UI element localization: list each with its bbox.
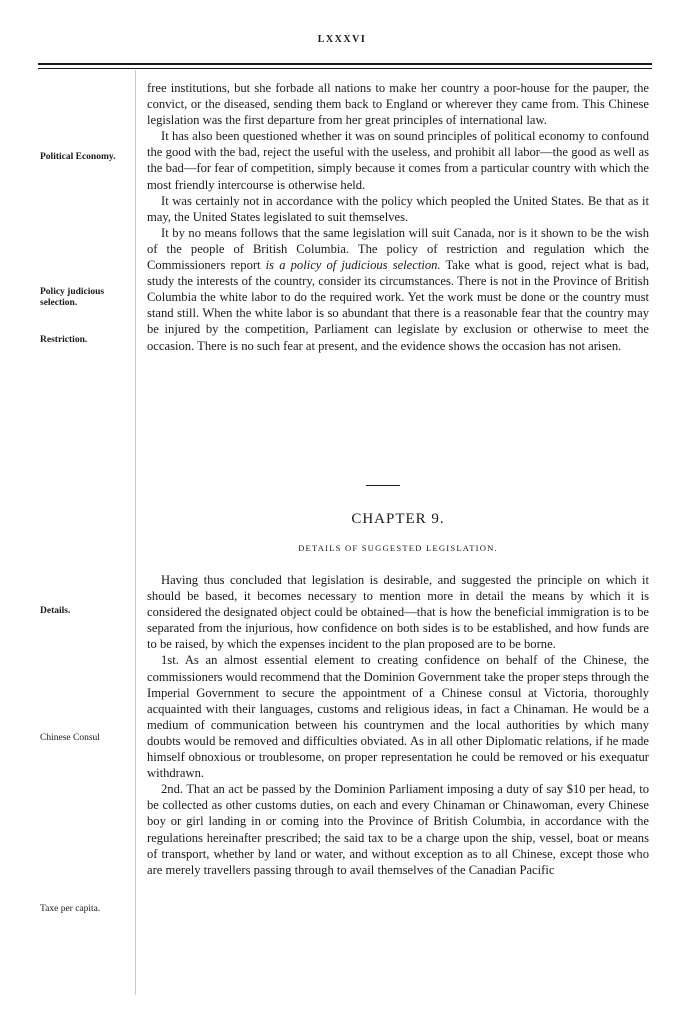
section-2-text: [147, 572, 649, 878]
margin-note-political-economy: Political Economy.: [40, 152, 116, 162]
text-run: It by no means follows that the same legislation will suit Canada, nor is it shown to be the wish of the people of British Columbia. The policy of restriction and regulation which the Commissioners report: [147, 225, 649, 273]
margin-divider: [135, 70, 136, 995]
paragraph: Having thus concluded that legislation is desirable, and suggested the principle on which it should be based, it becomes necessary to mention more in detail the means by which it is considered the designated object could be obtained—that is how the beneficial immigration is to be separated from the injurious, how confidence on both sides is to be established, and how funds are to be raised, by which the expenses incident to the plan proposed are to be borne.: [147, 573, 649, 652]
chapter-title: CHAPTER 9.: [351, 511, 445, 527]
margin-note-restriction: Restriction.: [40, 335, 88, 345]
paragraph: [147, 225, 649, 354]
section-divider: [366, 485, 400, 486]
margin-note-policy-judicious: Policy judicious selection.: [40, 287, 105, 308]
paragraph: It has also been questioned whether it was on sound principles of political economy to confound the good with the bad, reject the useful with the useless, and prohibit all labor—the good as well as the bad—for fear of competition, simply because it comes from a particular country with which the most friendly intercourse is otherwise held.: [147, 129, 649, 192]
paragraph: 2nd. That an act be passed by the Dominion Parliament imposing a duty of say $10 per head, to be collected as other customs duties, on each and every Chinaman or Chinawoman, every Chinese boy or girl landing in or coming into the Province of British Columbia, in accordance with the regulations hereinafter prescribed; the said tax to be a charge upon the ship, vessel, boat or means of transport, whether by land or water, and without exception as to all Chinese, except those who are merely travellers passing through to avail themselves of the Canadian Pacific: [147, 782, 649, 877]
emphasis-text: is a policy of judicious selection.: [265, 258, 441, 273]
header-rule-thin: [38, 68, 652, 69]
text-run: Take what is good, reject what is bad, study the interests of the country, consider its circumstances. There is not in the Province of British Columbia the white labor to do the required work. Yet the work must be done or the country must stand still. When the white labor is so abundant that there is a reasonable fear that the country may be injured by the competition, Parliament can legislate by exclusion or otherwise to meet the occasion. There is no such fear at present, and the evidence shows the occasion has not arisen.: [147, 258, 649, 353]
margin-note-chinese-consul: Chinese Consul: [40, 733, 100, 743]
paragraph: 1st. As an almost essential element to creating confidence on behalf of the Chinese, the commissioners would recommend that the Dominion Government take the proper steps through the Imperial Government to secure the appointment of a Chinese consul at Victoria, thoroughly acquainted with their languages, customs and religious ideas, in fact a Chinaman. He would be a medium of communication between his countrymen and the local authorities by which many doubts would be removed and difficulties obviated. As in all other Diplomatic relations, if he made himself obnoxious or troublesome, on proper representation he could be removed or his exequatur withdrawn.: [147, 653, 649, 781]
margin-note-details: Details.: [40, 606, 71, 616]
paragraph: free institutions, but she forbade all nations to make her country a poor-house for the pauper, the convict, or the diseased, sending them back to England or wherever they came from. This Chinese legislation was the first departure from her great principles of international law.: [147, 81, 649, 128]
margin-note-taxe-per-capita: Taxe per capita.: [40, 904, 101, 914]
paragraph: It was certainly not in accordance with the policy which peopled the United States. Be that as it may, the United States legislated to suit themselves.: [147, 193, 649, 224]
section-1-text: [147, 80, 649, 354]
chapter-subtitle: DETAILS OF SUGGESTED LEGISLATION.: [298, 543, 498, 553]
page-number: LXXXVI: [317, 34, 367, 45]
header-rule-thick: [38, 63, 652, 65]
